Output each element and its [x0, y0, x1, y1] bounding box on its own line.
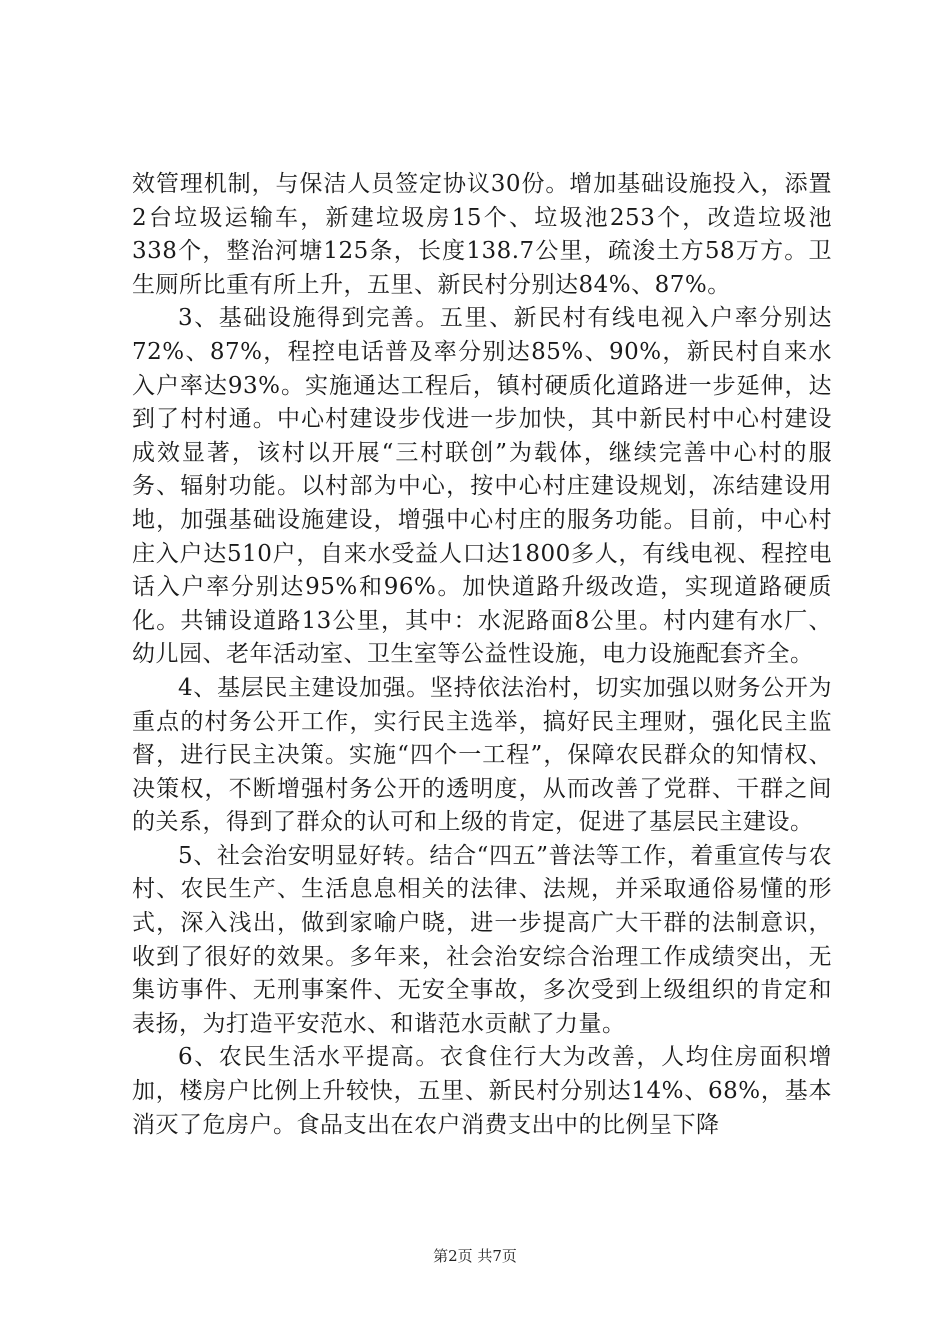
document-body [132, 168, 832, 1142]
paragraph-public-security: 5、社会治安明显好转。结合“四五”普法等工作，着重宣传与农村、农民生产、生活息息相关的法律、法规，并采取通俗易懂的形式，深入浅出，做到家喻户晓，进一步提高广大干群的法制意识，收到了很好的效果。多年来，社会治安综合治理工作成绩突出，无集访事件、无刑事案件、无安全事故，多次受到上级组织的肯定和表扬，为打造平安范水、和谐范水贡献了力量。 [132, 842, 832, 1037]
paragraph-infrastructure: 3、基础设施得到完善。五里、新民村有线电视入户率分别达72%、87%，程控电话普及率分别达85%、90%，新民村自来水入户率达93%。实施通达工程后，镇村硬质化道路进一步延伸，达到了村村通。中心村建设步伐进一步加快，其中新民村中心村建设成效显著，该村以开展“三村联创”为载体，继续完善中心村的服务、辐射功能。以村部为中心，按中心村庄建设规划，冻结建设用地，加强基础设施建设，增强中心村庄的服务功能。目前，中心村庄入户达510户，自来水受益人口达1800多人，有线电视、程控电话入户率分别达95%和96%。加快道路升级改造，实现道路硬质化。共铺设道路13公里，其中：水泥路面8公里。村内建有水厂、幼儿园、老年活动室、卫生室等公益性设施，电力设施配套齐全。 [132, 305, 832, 668]
paragraph-democracy: 4、基层民主建设加强。坚持依法治村，切实加强以财务公开为重点的村务公开工作，实行民主选举，搞好民主理财，强化民主监督，进行民主决策。实施“四个一工程”，保障农民群众的知情权、决策权，不断增强村务公开的透明度，从而改善了党群、干群之间的关系，得到了群众的认可和上级的肯定，促进了基层民主建设。 [132, 674, 832, 836]
paragraph-continuation: 效管理机制，与保洁人员签定协议30份。增加基础设施投入，添置2台垃圾运输车，新建垃圾房15个、垃圾池253个，改造垃圾池338个，整治河塘125条，长度138.7公里，疏浚土方58万方。卫生厕所比重有所上升，五里、新民村分别达84%、87%。 [132, 171, 832, 298]
paragraph-living-standard: 6、农民生活水平提高。衣食住行大为改善，人均住房面积增加，楼房户比例上升较快，五里、新民村分别达14%、68%，基本消灭了危房户。食品支出在农户消费支出中的比例呈下降 [132, 1044, 832, 1138]
page-number-footer: 第2页 共7页 [433, 1247, 517, 1265]
